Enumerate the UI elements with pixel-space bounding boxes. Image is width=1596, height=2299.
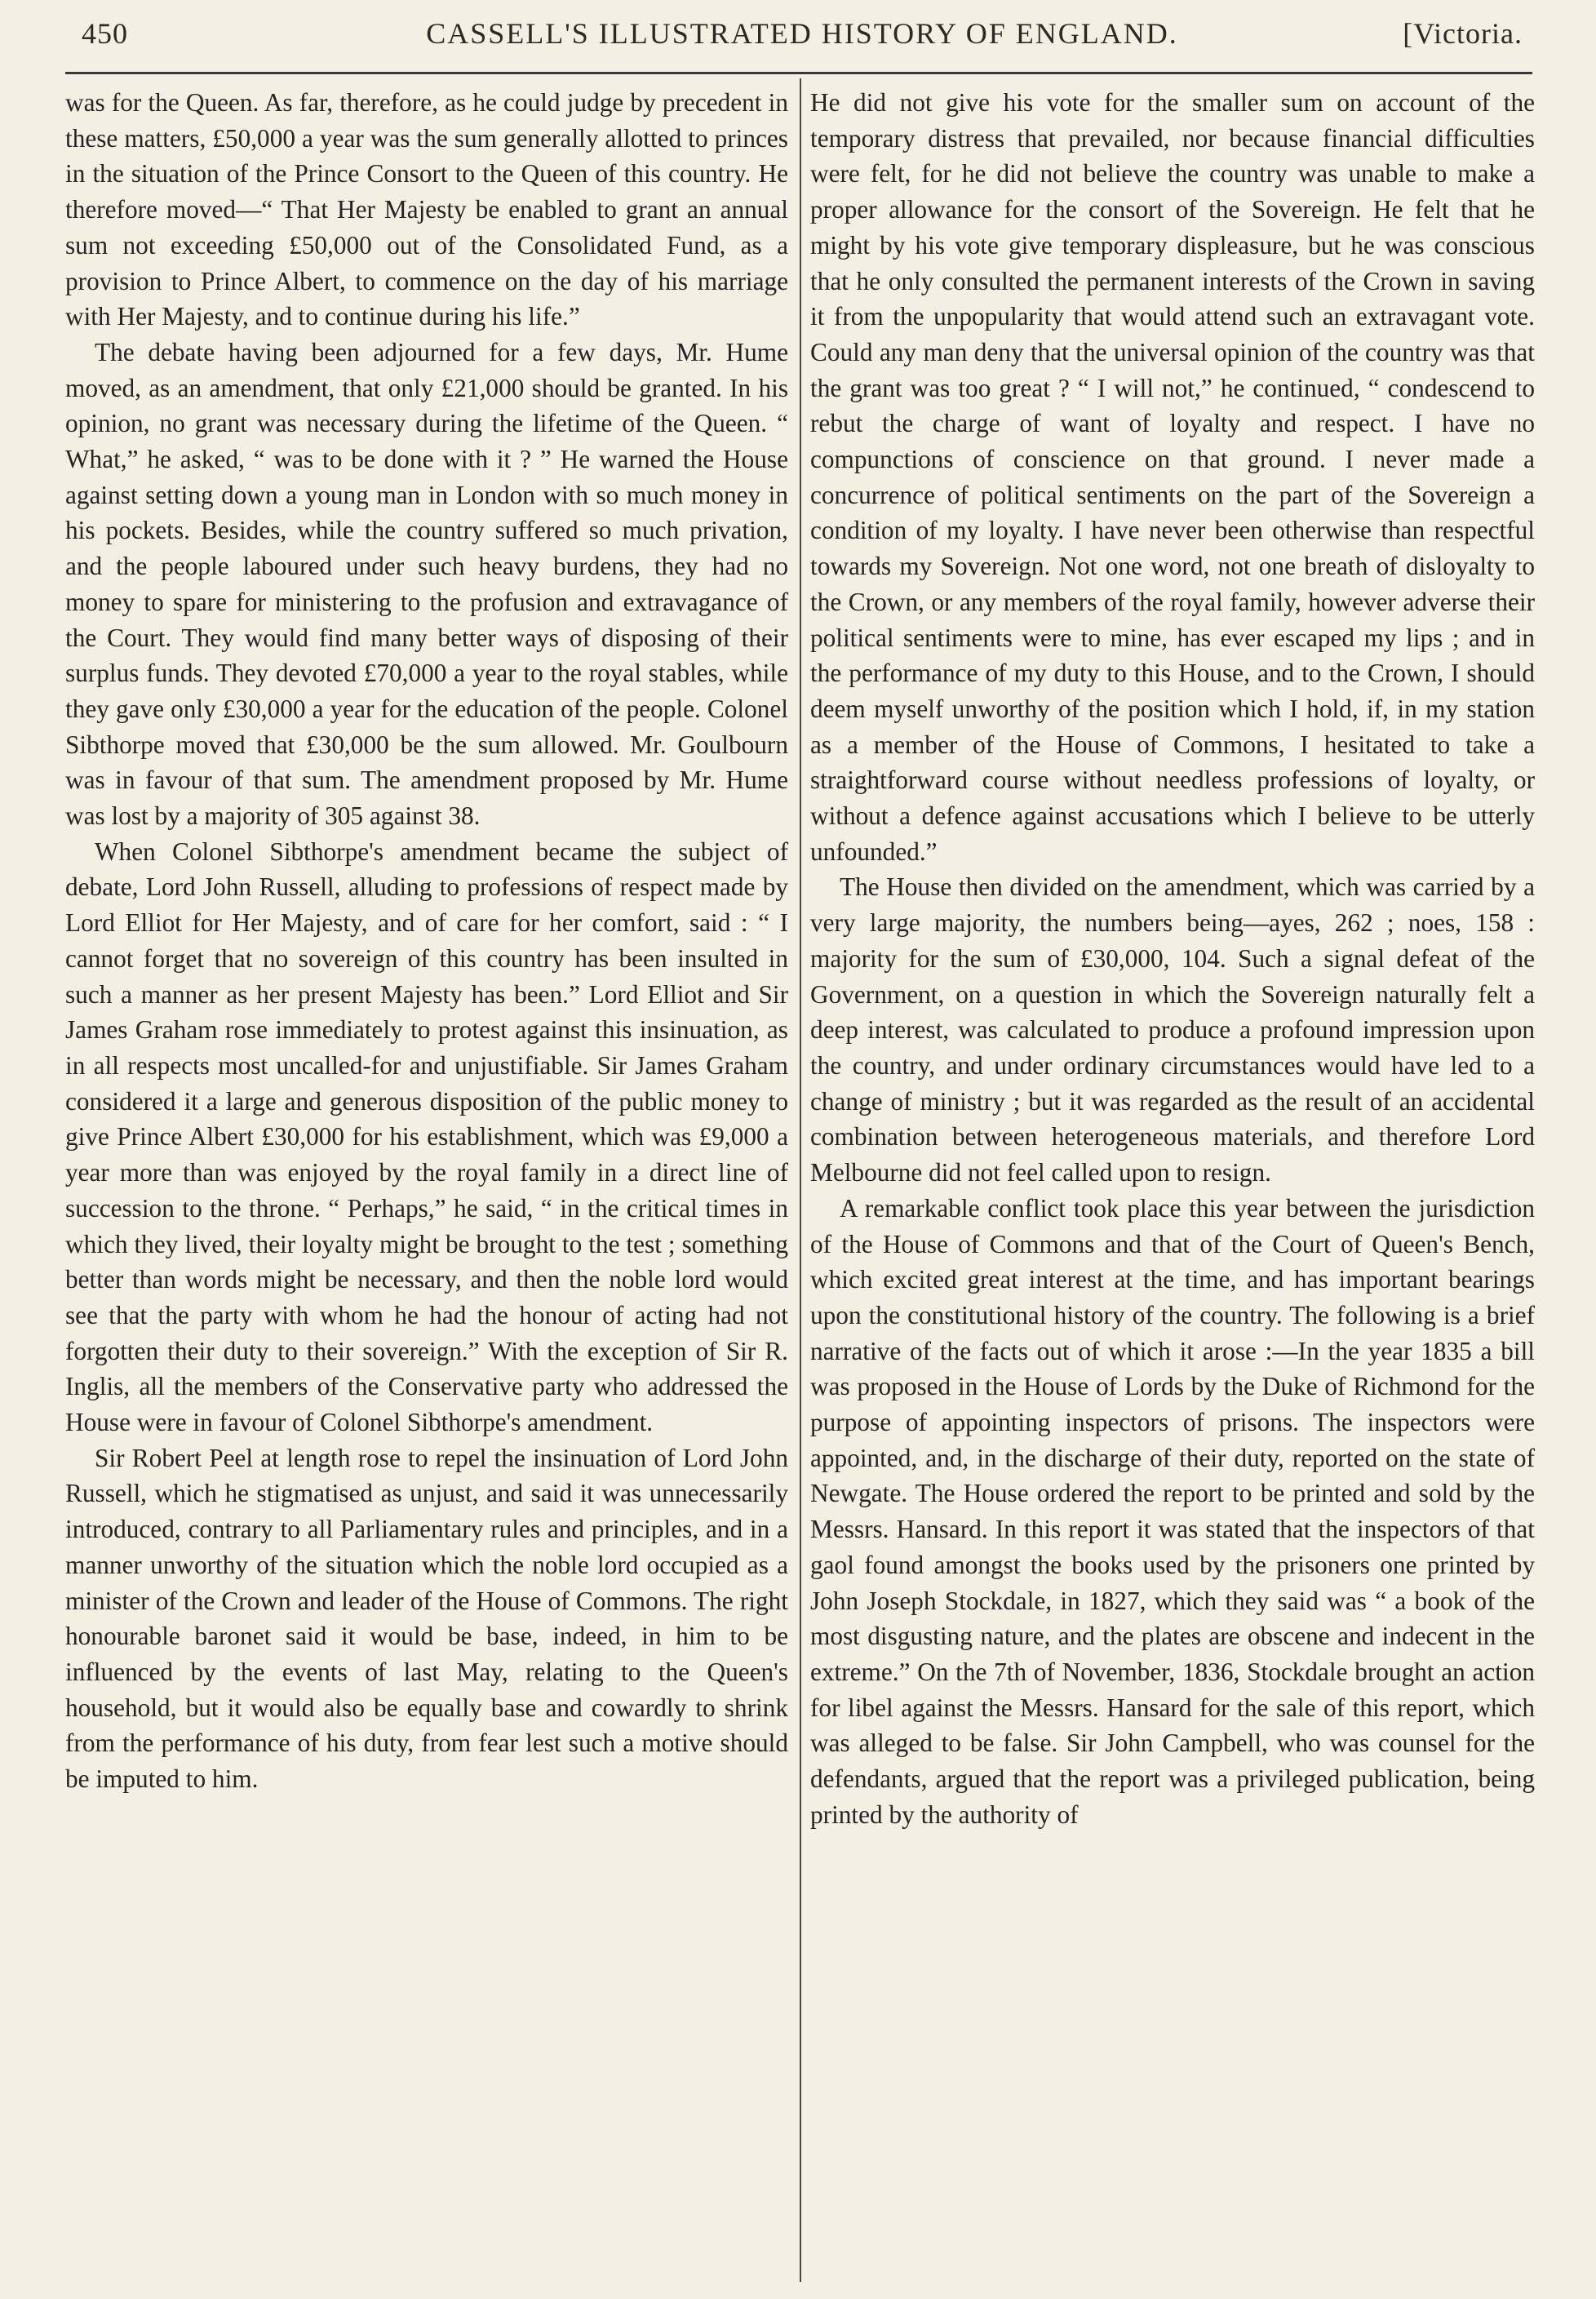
right-column <box>810 85 1535 1832</box>
paragraph: The debate having been adjourned for a few days, Mr. Hume moved, as an amendment, that only £21,000 should be granted. In his opinion, no grant was necessary during the lifetime of the Queen. “ What,” he asked, “ was to be done with it ? ” He warned the House against setting down a young man in London with so much money in his pockets. Besides, while the country suffered so much privation, and the people laboured under such heavy burdens, they had no money to spare for ministering to the profusion and extravagance of the Court. They would find many better ways of disposing of their surplus funds. They devoted £70,000 a year to the royal stables, while they gave only £30,000 a year for the education of the people. Colonel Sibthorpe moved that £30,000 be the sum allowed. Mr. Goulbourn was in favour of that sum. The amendment proposed by Mr. Hume was lost by a majority of 305 against 38. <box>65 337 788 831</box>
page-number: 450 <box>82 17 128 50</box>
left-column <box>65 85 788 1797</box>
page-header <box>82 11 1523 57</box>
column-divider <box>800 78 801 2282</box>
running-title: CASSELL'S ILLUSTRATED HISTORY OF ENGLAND. <box>426 17 1178 50</box>
section-label: [Victoria. <box>1403 17 1523 50</box>
paragraph: When Colonel Sibthorpe's amendment became the subject of debate, Lord John Russell, alluding to professions of respect made by Lord Elliot for Her Majesty, and of care for her comfort, said : “ I cannot forget that no sovereign of this country has been insulted in such a manner as her present Majesty has been.” Lord Elliot and Sir James Graham rose immediately to protest against this insinuation, as in all respects most uncalled-for and unjustifiable. Sir James Graham considered it a large and generous disposition of the public money to give Prince Albert £30,000 for his establishment, which was £9,000 a year more than was enjoyed by the royal family in a direct line of succession to the throne. “ Perhaps,” he said, “ in the critical times in which they lived, their loyalty might be brought to the test ; something better than words might be necessary, and then the noble lord would see that the party with whom he had the honour of acting had not forgotten their duty to their sovereign.” With the exception of Sir R. Inglis, all the members of the Conservative party who addressed the House were in favour of Colonel Sibthorpe's amendment. <box>65 837 788 1437</box>
paragraph: He did not give his vote for the smaller sum on account of the temporary distress that prevailed, nor because financial difficulties were felt, for he did not believe the country was unable to make a proper allowance for the consort of the Sovereign. He felt that he might by his vote give temporary displeasure, but he was conscious that he only consulted the permanent interests of the Crown in saving it from the unpopularity that would attend such an extravagant vote. Could any man deny that the universal opinion of the country was that the grant was too great ? “ I will not,” he continued, “ condescend to rebut the charge of want of loyalty and respect. I have no compunctions of conscience on that ground. I never made a concurrence of political sentiments on the part of the Sovereign a condition of my loyalty. I have never been otherwise than respectful towards my Sovereign. Not one word, not one breath of disloyalty to the Crown, or any members of the royal family, however adverse their political sentiments were to mine, has ever escaped my lips ; and in the performance of my duty to this House, and to the Crown, I should deem myself unworthy of the position which I hold, if, in my station as a member of the House of Commons, I hesitated to take a straightforward course without needless professions of loyalty, or without a defence against accusations which I believe to be utterly unfounded.” <box>810 88 1535 866</box>
paragraph: The House then divided on the amendment, which was carried by a very large majority, the numbers being—ayes, 262 ; noes, 158 : majority for the sum of £30,000, 104. Such a signal defeat of the Government, on a question in which the Sovereign naturally felt a deep interest, was calculated to produce a profound impression upon the country, and under ordinary circumstances would have led to a change of ministry ; but it was regarded as the result of an accidental combination between heterogeneous materials, and therefore Lord Melbourne did not feel called upon to resign. <box>810 872 1535 1187</box>
header-rule <box>65 72 1532 74</box>
paragraph: was for the Queen. As far, therefore, as he could judge by precedent in these matters, £50,000 a year was the sum generally allotted to princes in the situation of the Prince Consort to the Queen of this country. He therefore moved—“ That Her Majesty be enabled to grant an annual sum not exceeding £50,000 out of the Consolidated Fund, as a provision to Prince Albert, to commence on the day of his marriage with Her Majesty, and to continue during his life.” <box>65 88 788 331</box>
paragraph: Sir Robert Peel at length rose to repel the insinuation of Lord John Russell, which he stigmatised as unjust, and said it was unnecessarily introduced, contrary to all Parliamentary rules and principles, and in a manner unworthy of the situation which the noble lord occupied as a minister of the Crown and leader of the House of Commons. The right honourable baronet said it would be base, indeed, in him to be influenced by the events of last May, relating to the Queen's household, but it would also be equally base and cowardly to shrink from the performance of his duty, from fear lest such a motive should be imputed to him. <box>65 1443 788 1794</box>
paragraph: A remarkable conflict took place this year between the jurisdiction of the House of Commons and that of the Court of Queen's Bench, which excited great interest at the time, and has important bearings upon the constitutional history of the country. The following is a brief narrative of the facts out of which it arose :—In the year 1835 a bill was proposed in the House of Lords by the Duke of Richmond for the purpose of appointing inspectors of prisons. The inspectors were appointed, and, in the discharge of their duty, reported on the state of Newgate. The House ordered the report to be printed and sold by the Messrs. Hansard. In this report it was stated that the inspectors of that gaol found amongst the books used by the prisoners one printed by John Joseph Stockdale, in 1827, which they said was “ a book of the most disgusting nature, and the plates are obscene and indecent in the extreme.” On the 7th of November, 1836, Stockdale brought an action for libel against the Messrs. Hansard for the sale of this report, which was alleged to be false. Sir John Campbell, who was counsel for the defendants, argued that the report was a privileged publication, being printed by the authority of <box>810 1193 1535 1829</box>
